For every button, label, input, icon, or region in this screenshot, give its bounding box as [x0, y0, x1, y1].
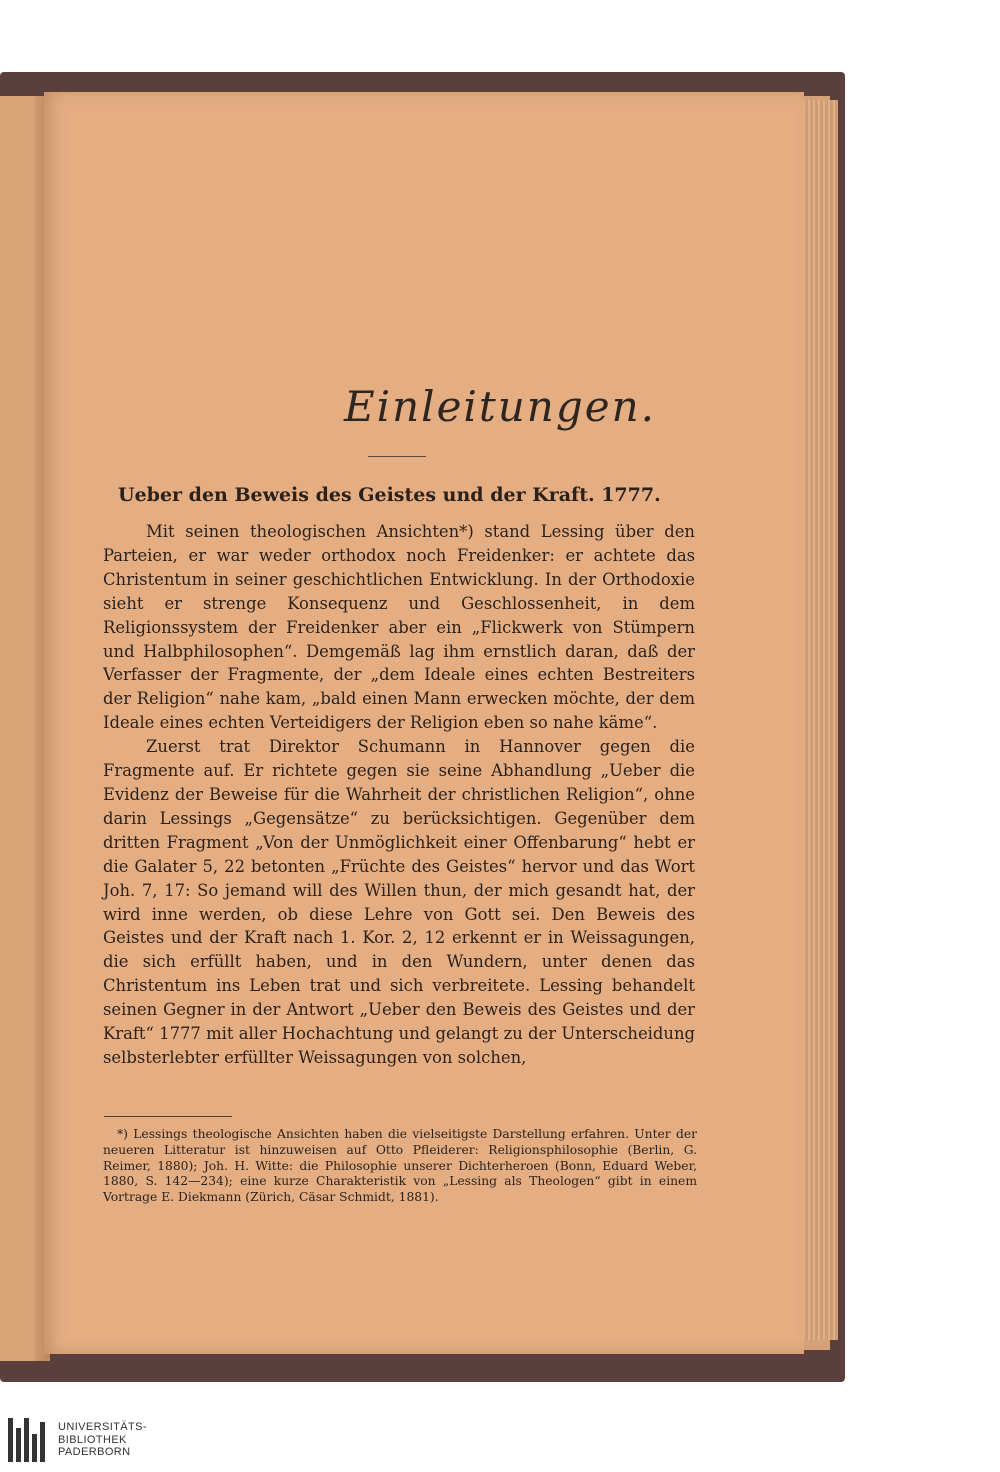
footnote — [103, 1127, 697, 1206]
paragraph-2: Zuerst trat Direktor Schumann in Hannover gegen die Fragmente auf. Er richtete gegen sie seine Abhandlung „Ueber die Evidenz der Beweise für die Wahrheit der christlichen Religion“, ohne darin Lessings „Gegensätze“ zu berücksichtigen. Gegenüber dem dritten Fragment „Von der Unmöglichkeit einer Offenbarung“ hebt er die Galater 5, 22 betonten „Früchte des Geistes“ hervor und das Wort Joh. 7, 17: So jemand will des Willen thun, der mich gesandt hat, der wird inne werden, ob diese Lehre von Gott sei. Den Beweis des Geistes und der Kraft nach 1. Kor. 2, 12 erkennt er in Weissagungen, die sich erfüllt haben, und in den Wundern, unter denen das Christentum ins Leben trat und sich verbreitete. Lessing behandelt seinen Gegner in der Antwort „Ueber den Beweis des Geistes und der Kraft“ 1777 mit aller Hochachtung und gelangt zu der Unterscheidung selbsterlebter erfüllter Weissagungen von solchen, — [103, 737, 695, 1067]
body-text — [103, 520, 695, 1070]
heading-divider — [368, 456, 426, 457]
page-heading: Einleitungen. — [344, 382, 656, 431]
library-logo — [8, 1418, 147, 1462]
logo-line-2: BIBLIOTHEK — [58, 1433, 127, 1446]
page-stack-edge — [800, 100, 838, 1340]
logo-line-1: UNIVERSITÄTS- — [58, 1421, 147, 1434]
section-title: Ueber den Beweis des Geistes und der Kraft. 1777. — [118, 484, 661, 506]
logo-line-3: PADERBORN — [58, 1446, 131, 1459]
library-logo-text — [58, 1421, 147, 1459]
footnote-divider — [104, 1116, 232, 1117]
footnote-text: *) Lessings theologische Ansichten haben die vielseitigste Darstellung erfahren. Unter der neueren Litteratur ist hinzuweisen auf Otto Pfleiderer: Religionsphilosophie (Berlin, G. Reimer, 1880); Joh. H. Witte: die Philosophie unserer Dichterheroen (Bonn, Eduard Weber, 1880, S. 142—234); eine kurze Charakteristik von „Lessing als Theologen“ gibt in einem Vortrage E. Diekmann (Zürich, Cäsar Schmidt, 1881). — [103, 1127, 697, 1205]
paragraph-1: Mit seinen theologischen Ansichten*) stand Lessing über den Parteien, er war weder orthodox noch Freidenker: er achtete das Christentum in seiner geschichtlichen Entwicklung. In der Orthodoxie sieht er strenge Konsequenz und Geschlossenheit, in dem Religionssystem der Freidenker aber ein „Flickwerk von Stümpern und Halbphilosophen“. Demgemäß lag ihm ernstlich daran, daß der Verfasser der Fragmente, der „dem Ideale eines echten Bestreiters der Religion“ nahe kam, „bald einen Mann erwecken möchte, der dem Ideale eines echten Verteidigers der Religion eben so nahe käme“. — [103, 522, 695, 733]
library-logo-icon — [8, 1418, 48, 1462]
